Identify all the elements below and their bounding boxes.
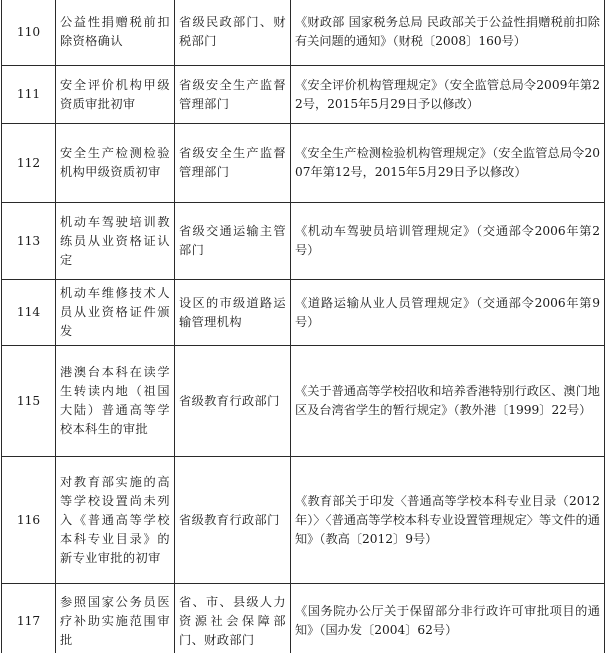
table-row (2, 280, 605, 346)
item-name: 对教育部实施的高等学校设置尚未列入《普通高等学校本科专业目录》的新专业审批的初审 (56, 457, 175, 584)
legal-basis: 《安全生产检测检验机构管理规定》（安全监管总局令2007年第12号，2015年5月29日予以修改） (291, 124, 605, 203)
implementing-department: 省、市、县级人力资源社会保障部门、财政部门 (175, 584, 291, 653)
row-number: 112 (2, 124, 56, 203)
row-number: 110 (2, 0, 56, 66)
table-row (2, 124, 605, 203)
implementing-department: 省级民政部门、财税部门 (175, 0, 291, 66)
item-name: 安全生产检测检验机构甲级资质初审 (56, 124, 175, 203)
legal-basis: 《教育部关于印发〈普通高等学校本科专业目录（2012年）〉〈普通高等学校本科专业设置管理规定〉等文件的通知》（教高〔2012〕9号） (291, 457, 605, 584)
table-row (2, 346, 605, 457)
implementing-department: 省级教育行政部门 (175, 457, 291, 584)
approval-items-table (1, 0, 605, 653)
item-name: 机动车维修技术人员从业资格证件颁发 (56, 280, 175, 346)
table-row (2, 584, 605, 653)
item-name: 港澳台本科在读学生转读内地（祖国大陆）普通高等学校本科生的审批 (56, 346, 175, 457)
implementing-department: 省级交通运输主管部门 (175, 203, 291, 280)
row-number: 111 (2, 66, 56, 124)
legal-basis: 《道路运输从业人员管理规定》（交通部令2006年第9号） (291, 280, 605, 346)
legal-basis: 《财政部 国家税务总局 民政部关于公益性捐赠税前扣除有关问题的通知》（财税〔2008〕160号） (291, 0, 605, 66)
row-number: 113 (2, 203, 56, 280)
table-row (2, 457, 605, 584)
legal-basis: 《关于普通高等学校招收和培养香港特别行政区、澳门地区及台湾省学生的暂行规定》（教外港〔1999〕22号） (291, 346, 605, 457)
legal-basis: 《安全评价机构管理规定》（安全监管总局令2009年第22号，2015年5月29日予以修改） (291, 66, 605, 124)
row-number: 114 (2, 280, 56, 346)
table-row (2, 203, 605, 280)
implementing-department: 省级教育行政部门 (175, 346, 291, 457)
implementing-department: 设区的市级道路运输管理机构 (175, 280, 291, 346)
row-number: 115 (2, 346, 56, 457)
item-name: 参照国家公务员医疗补助实施范围审批 (56, 584, 175, 653)
legal-basis: 《机动车驾驶员培训管理规定》（交通部令2006年第2号） (291, 203, 605, 280)
table-row (2, 66, 605, 124)
table-row (2, 0, 605, 66)
item-name: 安全评价机构甲级资质审批初审 (56, 66, 175, 124)
implementing-department: 省级安全生产监督管理部门 (175, 124, 291, 203)
row-number: 117 (2, 584, 56, 653)
item-name: 机动车驾驶培训教练员从业资格证认定 (56, 203, 175, 280)
row-number: 116 (2, 457, 56, 584)
legal-basis: 《国务院办公厅关于保留部分非行政许可审批项目的通知》（国办发〔2004〕62号） (291, 584, 605, 653)
item-name: 公益性捐赠税前扣除资格确认 (56, 0, 175, 66)
implementing-department: 省级安全生产监督管理部门 (175, 66, 291, 124)
